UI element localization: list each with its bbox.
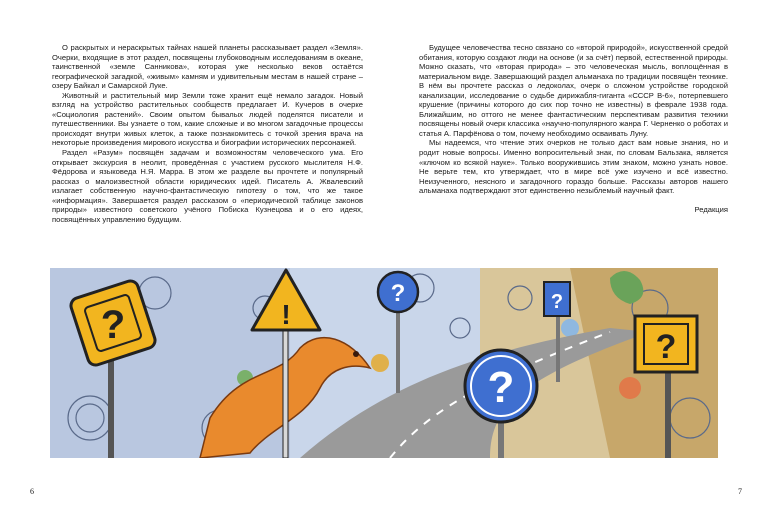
- illustration-svg: [50, 268, 718, 458]
- right-paragraph-1: Будущее человечества тесно связано со «второй природой», искусственной средой обитания, которую создают люди на основе (и за счёт) первой, естественной природы. Можно сказать, что «вторая природа» – это человеческая мысль, воплощённая в материальном виде. Завершающий раздел альманаха по традиции посвящён технике. В нём вы прочтете рассказ о ледоколах, очерк о сложном устройстве городской канализации, исследование о судьбе дирижабля-гиганта «СССР В-6», потерпевшего крушение (причины которого до сих пор точно не известны) в феврале 1938 года. Ближайшим, но оттого не менее фантастическим перспективам развития техники посвящены новый очерк классика «научно-популярного жанра Г. Черненко о роботах и статья А. Парфёнова о том, почему необходимо осваивать Луну.: [419, 43, 728, 138]
- editorial-signature: Редакция: [694, 204, 728, 214]
- illustration-road-signs: [50, 268, 718, 458]
- left-paragraph-3: Раздел «Разум» посвящён задачам и возможностям человеческого ума. Его открывает экскурсия в неолит, проведённая с участием русского мыслителя Н.Ф. Фёдорова и языковеда Н.Я. Марра. В этом же разделе вы прочтете и популярный рассказ о малоизвестной области юридических идей. Писатель А. Жвалевский излагает собственную научно-фантастическую гипотезу о том, что же такое «информация». Завершается раздел рассказом о «периодической таблице законов природы» известного советского учёного Побиска Кузнецова и о его идеях, посвящённых управлению будущим.: [52, 148, 363, 224]
- sign-glyph-blue-small: ?: [550, 291, 564, 313]
- sign-glyph-left: ?: [100, 303, 126, 347]
- sign-glyph-blue-top: ?: [390, 280, 406, 307]
- sign-glyph-right: ?: [655, 328, 677, 366]
- right-paragraph-2: Мы надеемся, что чтение этих очерков не только даст вам новые знания, но и родит новые вопросы. Именно вопросительный знак, по словам Бальзака, является «ключом ко всякой науке». Только вооружившись этим знаком, можно узнать новое. Не верьте тем, кто утверждает, что в мире всё уже изучено и всё известно. Неизученного, неясного и загадочного гораздо больше. Рассказы авторов нашего альманаха подтверждают этот единственно незыблемый научный факт.: [419, 138, 728, 196]
- dragon-eye: [353, 351, 359, 357]
- left-paragraph-1: О раскрытых и нераскрытых тайнах нашей планеты рассказывает раздел «Земля». Очерки, входящие в этот раздел, посвящены глубоководным исследованиям в океане, таинственной «земле Санникова», которая уже несколько веков остаётся географической загадкой, «живым» камням и удивительным местам в нашей стране – озеру Байкал и Самарской Луке.: [52, 43, 363, 91]
- sign-glyph-blue-large: ?: [487, 363, 515, 412]
- right-page-text: [419, 43, 728, 214]
- page-number-left: 6: [30, 487, 34, 496]
- left-paragraph-2: Животный и растительный мир Земли тоже хранит ещё немало загадок. Новый взгляд на устройство растительных сообществ предлагает И. Кучеров в очерке «Социология растений». Своим опытом бывалых людей поделятся писатели и путешественники. Вы узнаете о том, какие сложные и во многом загадочные процессы происходят внутри живых клеток, а также познакомитесь с точкой зрения врача на некоторые произведения мирового искусства и биографии исторических персонажей.: [52, 90, 363, 148]
- page-number-right: 7: [738, 487, 742, 496]
- left-page-text: [52, 43, 363, 224]
- sign-glyph-exclaim: !: [281, 299, 291, 330]
